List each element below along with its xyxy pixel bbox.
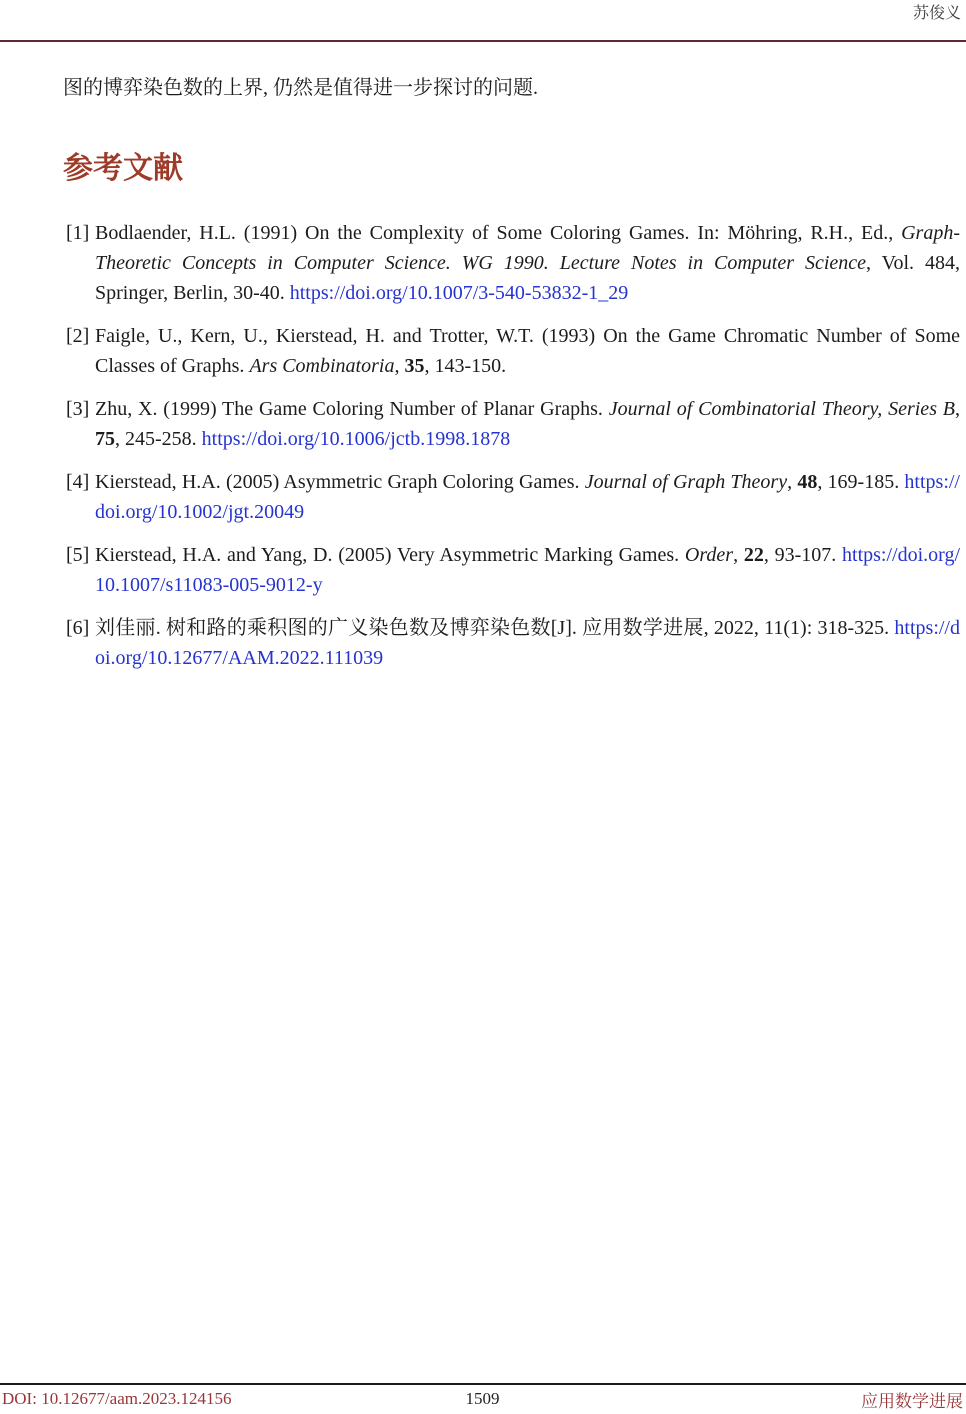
reference-segment: , 143-150. [424, 355, 507, 377]
reference-item [63, 467, 960, 527]
reference-text [95, 325, 960, 377]
reference-segment: , [394, 355, 405, 377]
doi-link[interactable]: https://doi.org/10.12677/AAM.2022.111039 [95, 617, 960, 669]
reference-label: [2] [66, 325, 90, 347]
footer-journal-name: 应用数学进展 [860, 1391, 963, 1411]
reference-segment: , 245-258. [115, 428, 202, 450]
reference-segment: Journal of Graph Theory [584, 471, 788, 493]
doi-link[interactable]: https://doi.org/10.1002/jgt.20049 [95, 471, 960, 523]
references-list [63, 218, 960, 673]
reference-text [95, 471, 960, 523]
reference-item [63, 540, 960, 600]
reference-label: [5] [66, 544, 90, 566]
reference-segment: , 169-185. [817, 471, 905, 493]
reference-label: [1] [66, 222, 90, 244]
reference-segment: Kierstead, H.A. and Yang, D. (2005) Very Asymmetric Marking Games. [95, 544, 685, 566]
reference-label: [4] [66, 471, 90, 493]
doi-link[interactable]: https://doi.org/10.1007/3-540-53832-1_29 [289, 282, 629, 304]
reference-item [63, 613, 960, 673]
reference-segment: 22 [743, 544, 764, 566]
reference-segment: , 93-107. [763, 544, 843, 566]
reference-segment: , [955, 398, 960, 420]
reference-segment: , Vol. 484, Springer, Berlin, 30-40. [95, 252, 960, 304]
footer-doi: DOI: 10.12677/aam.2023.124156 [2, 1389, 232, 1408]
reference-segment: Order [684, 544, 734, 566]
reference-text [95, 544, 960, 596]
reference-text [95, 222, 960, 304]
footer-rule [0, 1383, 966, 1385]
intro-paragraph: 图的博弈染色数的上界, 仍然是值得进一步探讨的问题. [63, 77, 538, 99]
reference-item [63, 218, 960, 308]
doi-link[interactable]: https://doi.org/10.1006/jctb.1998.1878 [201, 428, 511, 450]
reference-segment: 75 [95, 428, 115, 450]
reference-label: [6] [66, 617, 90, 639]
reference-segment: Kierstead, H.A. (2005) Asymmetric Graph Coloring Games. [95, 471, 585, 493]
reference-item [63, 394, 960, 454]
reference-segment: Graph-Theoretic Concepts in Computer Science. WG 1990. Lecture Notes in Computer Science [95, 222, 960, 274]
header-rule [0, 40, 966, 42]
reference-segment: , [787, 471, 798, 493]
reference-label: [3] [66, 398, 90, 420]
reference-segment: Journal of Combinatorial Theory, Series B [608, 398, 955, 420]
reference-segment: Zhu, X. (1999) The Game Coloring Number of Planar Graphs. [95, 398, 609, 420]
reference-segment: Bodlaender, H.L. (1991) On the Complexity of Some Coloring Games. In: Möhring, R.H., Ed., [95, 222, 902, 244]
reference-segment: 48 [797, 471, 818, 493]
reference-item [63, 321, 960, 381]
reference-segment: , [733, 544, 744, 566]
reference-text [95, 617, 960, 669]
reference-text [95, 398, 960, 450]
reference-segment: 刘佳丽. 树和路的乘积图的广义染色数及博弈染色数[J]. 应用数学进展, 2022, 11(1): 318-325. [95, 617, 895, 639]
footer-page-number: 1509 [465, 1389, 500, 1408]
running-head-author: 苏俊义 [912, 5, 961, 22]
page-footer [0, 1386, 966, 1414]
reference-segment: 35 [404, 355, 425, 377]
page-content [0, 77, 966, 673]
doi-link[interactable]: https://doi.org/10.1007/s11083-005-9012-y [95, 544, 960, 596]
references-heading: 参考文献 [63, 152, 183, 185]
reference-segment: Faigle, U., Kern, U., Kierstead, H. and Trotter, W.T. (1993) On the Game Chromatic Number of Some Classes of Graphs. [95, 325, 960, 377]
reference-segment: Ars Combinatoria [249, 355, 395, 377]
